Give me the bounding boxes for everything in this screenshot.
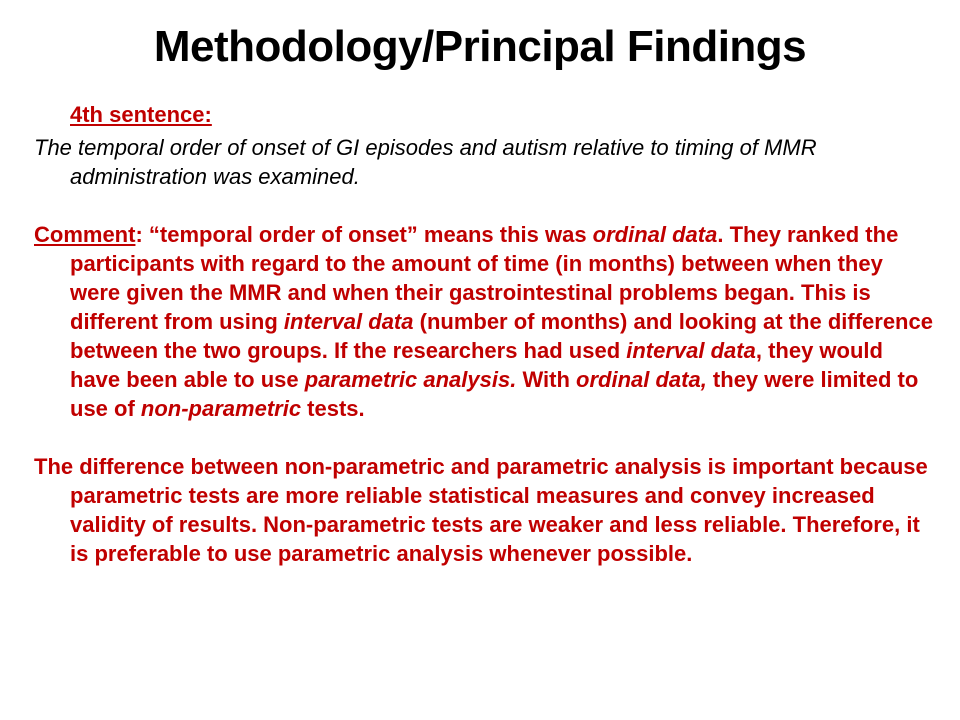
slide-body xyxy=(34,100,934,568)
comment-text-1: : “temporal order of onset” means this was xyxy=(135,222,593,247)
examined-sentence: The temporal order of onset of GI episodes and autism relative to timing of MMR administration was examined. xyxy=(34,135,817,189)
comment-italic-6: non-parametric xyxy=(140,396,302,421)
comment-text-5: With xyxy=(516,367,577,392)
slide-title: Methodology/Principal Findings xyxy=(153,22,807,71)
comment-italic-2: interval data xyxy=(283,309,414,334)
comment-italic-5: ordinal data, xyxy=(576,367,707,392)
comment-text-3: (number of months) and looking at the difference between the two groups. If the researchers had used xyxy=(70,309,933,363)
comment-text-2: . They ranked the participants with regard to the amount of time (in months) between when they were given the MMR and when their gastrointestinal problems began. This is different from using xyxy=(70,222,899,334)
closing-paragraph: The difference between non-parametric and parametric analysis is important because parametric tests are more reliable statistical measures and convey increased validity of results. Non-parametric tests are weaker and less reliable. Therefore, it is preferable to use parametric analysis whenever possible. xyxy=(34,454,928,566)
comment-text-6: they were limited to use of xyxy=(70,367,919,421)
subheading: 4th sentence: xyxy=(70,102,212,127)
comment-italic-3: interval data xyxy=(626,338,756,363)
spacer xyxy=(34,191,934,220)
comment-text-7: tests. xyxy=(301,396,365,421)
comment-italic-1: ordinal data xyxy=(592,222,718,247)
comment-paragraph xyxy=(34,220,934,423)
comment-italic-4: parametric analysis. xyxy=(304,367,517,392)
comment-text-4: , they would have been able to use xyxy=(70,338,883,392)
comment-label: Comment xyxy=(34,222,136,247)
spacer xyxy=(34,423,934,452)
